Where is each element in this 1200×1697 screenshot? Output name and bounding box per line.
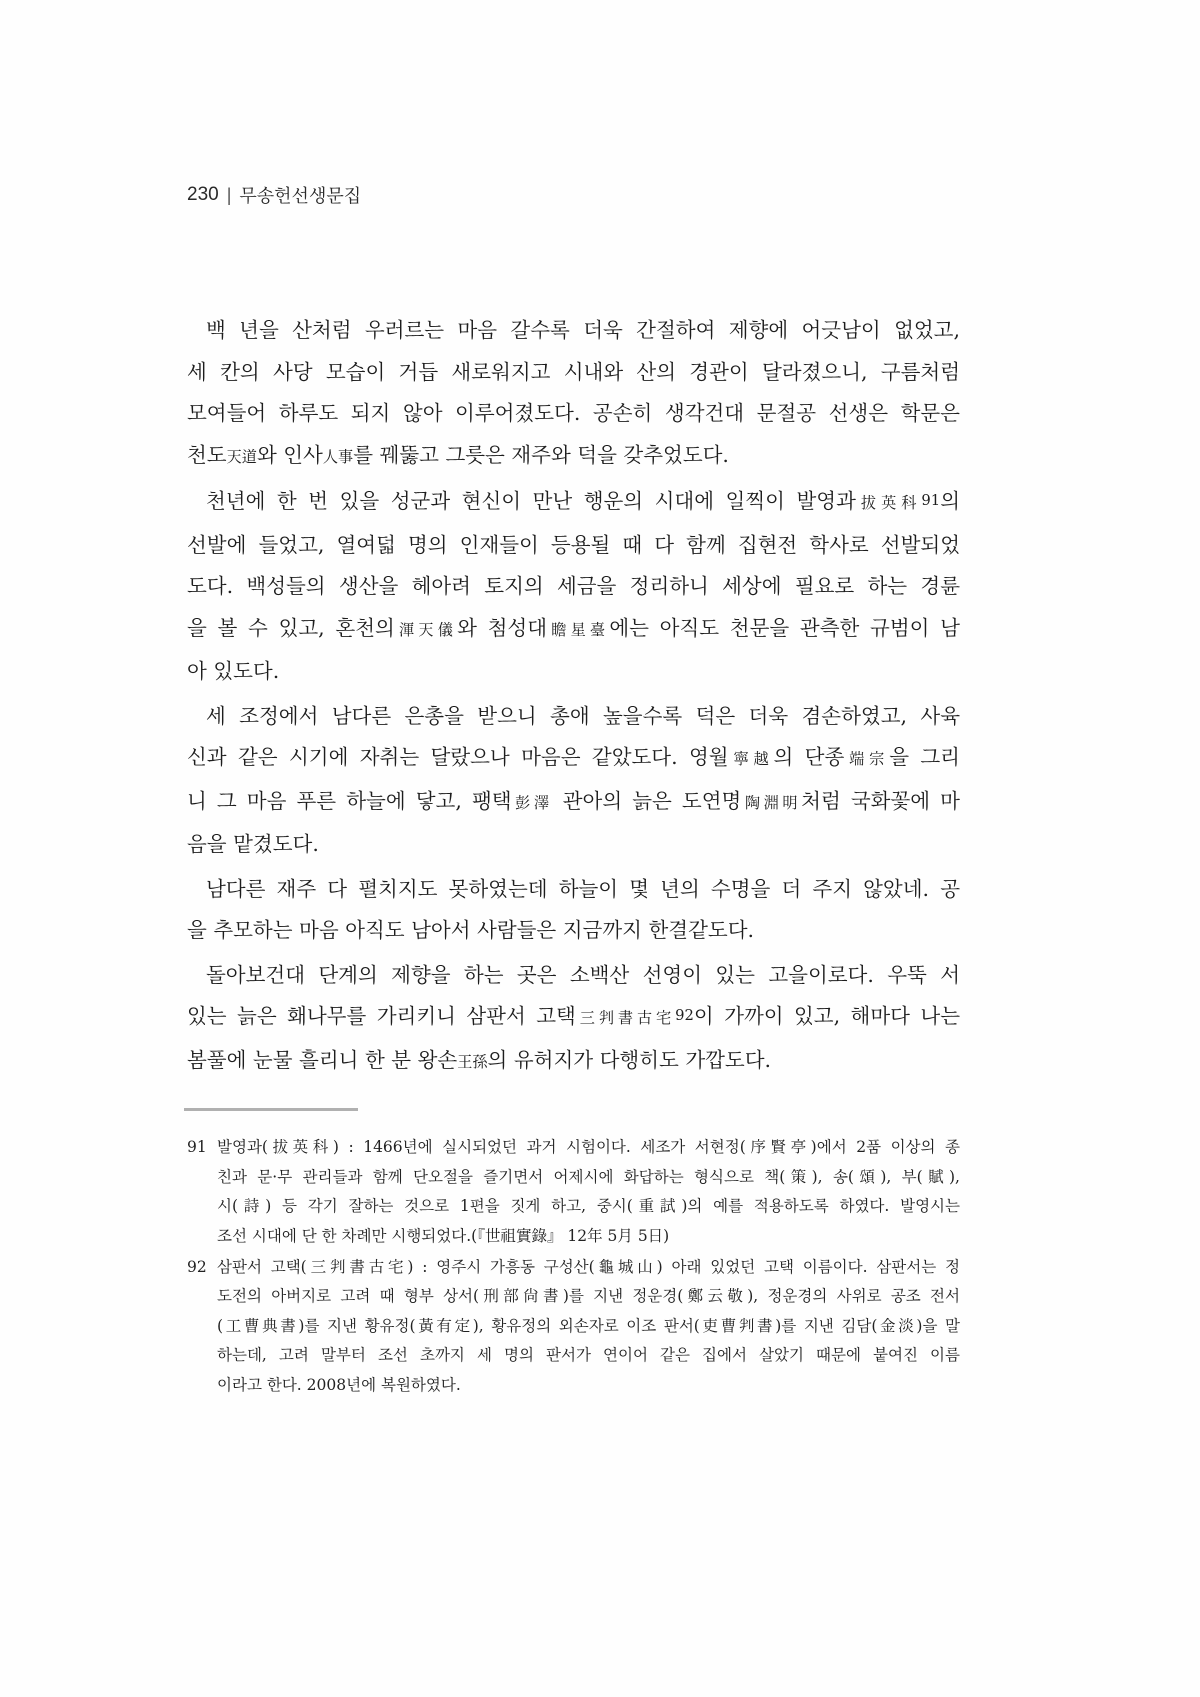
- text-run: 음을 맡겼도다.: [187, 832, 319, 856]
- body-line: [187, 310, 960, 352]
- paragraph: [187, 869, 960, 952]
- body-line: [187, 435, 960, 479]
- text-run: 에는 아직도 천문을 관측한 규범이 남: [609, 615, 960, 640]
- body-line: [187, 352, 960, 394]
- text-run: 를 꿰뚫고 그릇은 재주와 덕을 갖추었도다.: [353, 442, 729, 467]
- footnote-number: 91: [187, 1138, 207, 1156]
- text-run: 을 그리: [889, 745, 960, 769]
- paragraph: [187, 955, 960, 1084]
- paragraph: [187, 310, 960, 478]
- body-line: [187, 481, 960, 525]
- text-run: 아 있도다.: [187, 659, 280, 683]
- hanja-gloss: 端宗: [844, 750, 890, 768]
- text-run: 니 그 마음 푸른 하늘에 닿고, 팽택: [187, 788, 512, 813]
- text-run: 와 첨성대: [457, 615, 548, 640]
- text-run: 관아의 늙은 도연명: [552, 788, 742, 813]
- text-run: 선발에 들었고, 열여덟 명의 인재들이 등용될 때 다 함께 집현전 학사로 선발되었: [187, 532, 960, 557]
- body-text: [187, 310, 960, 1083]
- body-line: [187, 651, 960, 693]
- text-run: 돌아보건대 단계의 제향을 하는 곳은 소백산 선영이 있는 고을이로다. 우뚝 서: [206, 962, 960, 987]
- footnote-line: (工曹典書)를 지낸 황유정(黃有定), 황유정의 외손자로 이조 판서(吏曹判書)를 지낸 김담(金淡)을 말: [217, 1316, 960, 1335]
- footnote-line: 하는데, 고려 말부터 조선 초까지 세 명의 판서가 연이어 같은 집에서 살았기 때문에 붙여진 이름: [217, 1346, 960, 1364]
- hanja-gloss: 渾天儀: [394, 620, 458, 639]
- text-run: 천년에 한 번 있을 성군과 현신이 만난 행운의 시대에 일찍이 발영과: [206, 489, 856, 513]
- hanja-gloss: 三判書古宅: [575, 1009, 676, 1027]
- text-run: 이 가까이 있고, 해마다 나는: [693, 1004, 960, 1028]
- hanja-gloss: 王孫: [457, 1052, 488, 1071]
- paragraph: [187, 481, 960, 693]
- body-line: [187, 910, 960, 952]
- text-run: 와 인사: [256, 442, 323, 467]
- body-line: [187, 781, 960, 825]
- text-run: 봄풀에 눈물 흘리니 한 분 왕손: [187, 1047, 458, 1072]
- book-title: 무송헌선생문집: [239, 186, 362, 207]
- hanja-gloss: 瞻星臺: [547, 620, 610, 639]
- footnote-line: 이라고 한다. 2008년에 복원하였다.: [217, 1375, 461, 1394]
- text-run: 모여들어 하루도 되지 않아 이루어졌도다. 공손히 생각건대 문절공 선생은 학문은: [187, 401, 960, 425]
- text-run: 세 조정에서 남다른 은총을 받으니 총애 높을수록 덕은 더욱 겸손하였고, 사육: [206, 703, 960, 728]
- body-line: [187, 955, 960, 997]
- text-run: 세 칸의 사당 모습이 거듭 새로워지고 시내와 산의 경관이 달라졌으니, 구름처럼: [187, 359, 960, 384]
- body-line: [187, 696, 960, 738]
- text-run: 의 단종: [773, 745, 845, 769]
- text-run: 처럼 국화꽃에 마: [801, 788, 960, 813]
- footnote-ref: 91: [921, 492, 941, 510]
- text-run: 백 년을 산처럼 우러르는 마음 갈수록 더욱 간절하여 제향에 어긋남이 없었고,: [206, 318, 960, 342]
- text-run: 의 유허지가 다행히도 가깝도다.: [487, 1047, 772, 1072]
- body-line: [187, 608, 960, 652]
- body-line: [187, 1040, 960, 1084]
- text-run: 을 볼 수 있고, 혼천의: [187, 615, 395, 640]
- text-run: 천도: [187, 442, 227, 467]
- footnote-line: 발영과(拔英科) : 1466년에 실시되었던 과거 시험이다. 세조가 서현정(序賢亭)에서 2품 이상의 종: [217, 1138, 960, 1156]
- footnote-line: 도전의 아버지로 고려 때 형부 상서(刑部尙書)를 지낸 정운경(鄭云敬), 정운경의 사위로 공조 전서: [217, 1287, 960, 1305]
- body-line: [187, 393, 960, 435]
- footnote: [187, 1133, 960, 1251]
- header-separator: |: [226, 184, 232, 205]
- footnote-number: 92: [187, 1257, 207, 1276]
- hanja-gloss: 陶淵明: [741, 793, 802, 812]
- paragraph: [187, 696, 960, 866]
- footnote: [187, 1253, 960, 1401]
- hanja-gloss: 拔英科: [855, 494, 922, 512]
- text-run: 신과 같은 시기에 자취는 달랐으나 마음은 같았도다. 영월: [187, 745, 729, 769]
- page-number: 230: [187, 184, 219, 205]
- footnote-line: 친과 문·무 관리들과 함께 단오절을 즐기면서 어제시에 화답하는 형식으로 책(策), 송(頌), 부(賦),: [217, 1167, 960, 1186]
- footnote-line: 시(詩) 등 각기 잘하는 것으로 1편을 짓게 하고, 중시(重試)의 예를 적용하도록 하였다. 발영시는: [217, 1197, 960, 1215]
- text-run: 있는 늙은 홰나무를 가리키니 삼판서 고택: [187, 1004, 576, 1028]
- hanja-gloss: 人事: [322, 447, 354, 466]
- footnote-line: 조선 시대에 단 한 차례만 시행되었다.(『世祖實錄』 12年 5月 5日): [217, 1226, 670, 1245]
- text-run: 의: [940, 489, 960, 513]
- body-line: [187, 566, 960, 608]
- running-header: [187, 183, 361, 207]
- footnote-line: 삼판서 고택(三判書古宅) : 영주시 가흥동 구성산(龜城山) 아래 있었던 고택 이름이다. 삼판서는 정: [217, 1257, 960, 1276]
- text-run: 남다른 재주 다 펼치지도 못하였는데 하늘이 몇 년의 수명을 더 주지 않았네. 공: [206, 876, 960, 901]
- hanja-gloss: 天道: [226, 447, 257, 466]
- text-run: 도다. 백성들의 생산을 헤아려 토지의 세금을 정리하니 세상에 필요로 하는 경륜: [187, 574, 960, 598]
- text-run: 을 추모하는 마음 아직도 남아서 사람들은 지금까지 한결같도다.: [187, 918, 755, 942]
- footnote-ref: 92: [675, 1007, 694, 1025]
- body-line: [187, 737, 960, 781]
- body-line: [187, 869, 960, 911]
- footnotes: [187, 1133, 960, 1400]
- body-line: [187, 996, 960, 1040]
- body-line: [187, 824, 960, 866]
- hanja-gloss: 彭澤: [511, 793, 553, 812]
- footnote-rule: [184, 1108, 358, 1111]
- body-line: [187, 525, 960, 567]
- hanja-gloss: 寧越: [728, 750, 774, 768]
